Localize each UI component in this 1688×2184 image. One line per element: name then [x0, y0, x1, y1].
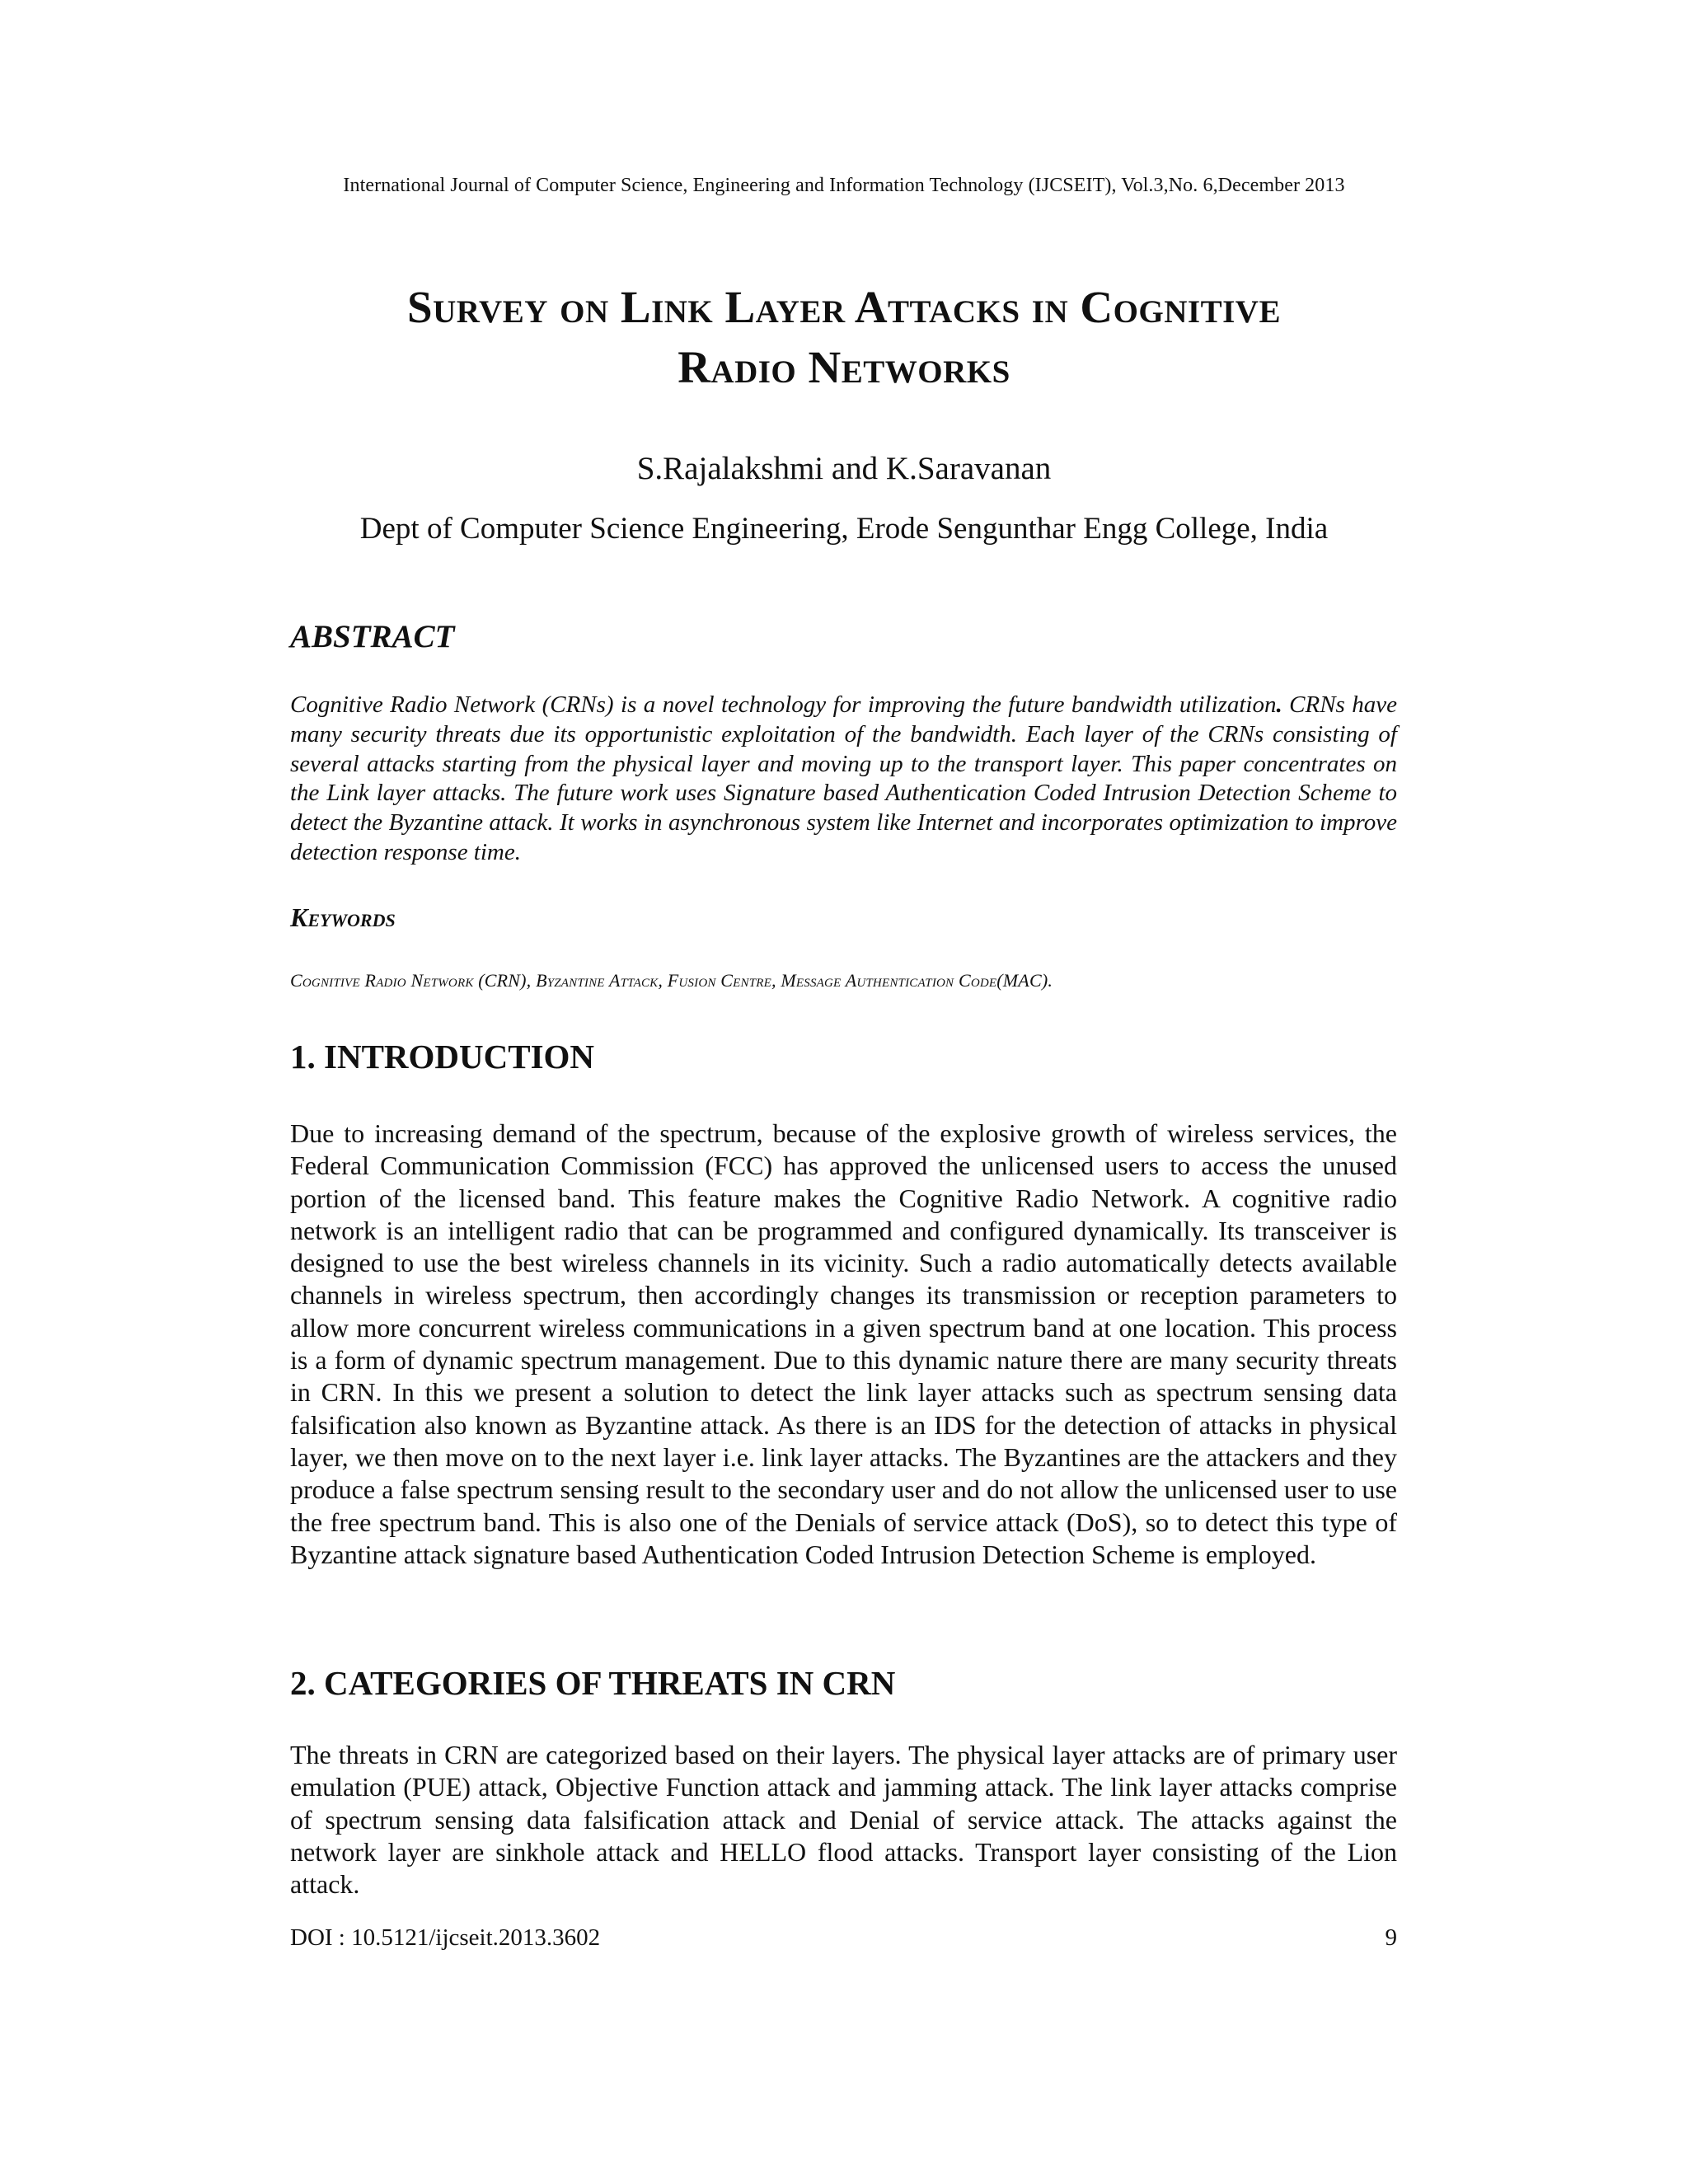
paper-title: [0, 277, 1688, 397]
paper-title-line-1: Survey on Link Layer Attacks in Cognitive: [407, 282, 1281, 332]
section-heading-introduction: 1. INTRODUCTION: [290, 1038, 595, 1076]
section-body-introduction: Due to increasing demand of the spectrum, because of the explosive growth of wireless services, the Federal Communication Commission (FCC) has approved the unlicensed users to access the unused portion of the licensed band. This feature makes the Cognitive Radio Network. A cognitive radio network is an intelligent radio that can be programmed and configured dynamically. Its transceiver is designed to use the best wireless channels in its vicinity. Such a radio automatically detects available channels in wireless spectrum, then accordingly changes its transmission or reception parameters to allow more concurrent wireless communications in a given spectrum band at one location. This process is a form of dynamic spectrum management. Due to this dynamic nature there are many security threats in CRN. In this we present a solution to detect the link layer attacks such as spectrum sensing data falsification also known as Byzantine attack. As there is an IDS for the detection of attacks in physical layer, we then move on to the next layer i.e. link layer attacks. The Byzantines are the attackers and they produce a false spectrum sensing result to the secondary user and do not allow the unlicensed user to use the free spectrum band. This is also one of the Denials of service attack (DoS), so to detect this type of Byzantine attack signature based Authentication Coded Intrusion Detection Scheme is employed.: [290, 1118, 1397, 1569]
journal-header: International Journal of Computer Science, Engineering and Information Technology (IJCSEIT), Vol.3,No. 6,December 2013: [343, 175, 1345, 196]
abstract-text-period: .: [1276, 691, 1282, 718]
section-heading-categories: 2. CATEGORIES OF THREATS IN CRN: [290, 1664, 896, 1702]
abstract-text-main: Cognitive Radio Network (CRNs) is a novel technology for improving the future bandwidth utilization: [290, 691, 1277, 718]
page-number: 9: [1385, 1924, 1397, 1951]
abstract-heading: ABSTRACT: [290, 619, 455, 654]
keywords-text: Cognitive Radio Network (CRN), Byzantine Attack, Fusion Centre, Message Authentication Code(MAC).: [290, 970, 1053, 991]
keywords-heading: Keywords: [290, 902, 396, 932]
abstract-text-rest: CRNs have many security threats due its opportunistic exploitation of the bandwidth. Each layer of the CRNs consisting of several attacks starting from the physical layer and moving up to the transport layer. This paper concentrates on the Link layer attacks. The future work uses Signature based Authentication Coded Intrusion Detection Scheme to detect the Byzantine attack. It works in asynchronous system like Internet and incorporates optimization to improve detection response time.: [290, 691, 1397, 865]
paper-title-line-2: Radio Networks: [678, 342, 1010, 392]
affiliation: Dept of Computer Science Engineering, Erode Sengunthar Engg College, India: [359, 512, 1329, 546]
footer-doi: DOI : 10.5121/ijcseit.2013.3602: [290, 1924, 601, 1951]
authors: S.Rajalakshmi and K.Saravanan: [636, 451, 1052, 486]
abstract-text: [290, 691, 1397, 868]
section-body-categories: The threats in CRN are categorized based on their layers. The physical layer attacks are of primary user emulation (PUE) attack, Objective Function attack and jamming attack. The link layer attacks comprise of spectrum sensing data falsification attack and Denial of service attack. The attacks against the network layer are sinkhole attack and HELLO flood attacks. Transport layer consisting of the Lion attack.: [290, 1740, 1397, 1900]
